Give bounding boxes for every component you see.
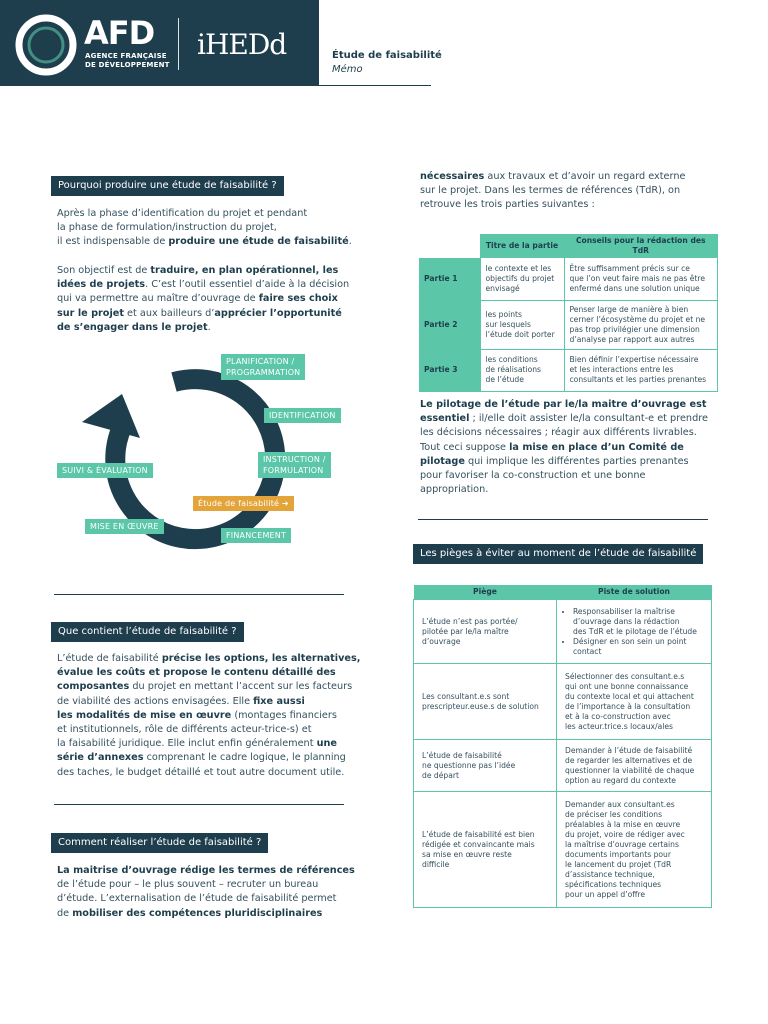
section-heading-contient: Que contient l’étude de faisabilité ? xyxy=(51,622,244,642)
table-header-trap: Piège xyxy=(414,585,557,600)
table-row xyxy=(414,792,712,908)
table-cell-advice: Bien définir l’expertise nécessaire et les interactions entre les consultants et les parties prenantes xyxy=(564,349,718,391)
header-band xyxy=(0,0,319,86)
table-row xyxy=(414,600,712,664)
pitfalls-table xyxy=(413,585,712,908)
pilotage-paragraph: Le pilotage de l’étude par le/la maitre d’ouvrage est essentiel ; il/elle doit assister le/la consultant-e et prendre les décisions nécessaires ; réagir aux différents livrables. Tout ceci suppose la mise en place d’un Comité de pilotage qui implique les différentes parties prenantes pour favoriser la co-construction et une bonne appropriation. xyxy=(420,399,708,496)
pourquoi-paragraph-1: Après la phase d’identification du projet et pendant la phase de formulation/instruction du projet, il est indispensable de produire une étude de faisabilité. xyxy=(57,208,352,248)
afd-logo-subtitle: AGENCE FRANÇAISE DE DÉVELOPPEMENT xyxy=(85,52,170,69)
table-cell-trap: L’étude de faisabilité ne questionne pas l’idée de départ xyxy=(414,740,557,792)
cycle-stage-identification: IDENTIFICATION xyxy=(264,408,341,423)
table-cell-part: Partie 3 xyxy=(419,349,480,391)
table-header-advice: Conseils pour la rédaction des TdR xyxy=(564,234,718,258)
table-cell-solution: Demander à l’étude de faisabilité de regarder les alternatives et de questionner la viabilité de chaque option au regard du contexte xyxy=(557,740,712,792)
table-row xyxy=(419,300,718,349)
table-cell-solution xyxy=(557,600,712,664)
cycle-stage-suivi: SUIVI & ÉVALUATION xyxy=(57,463,153,478)
afd-logo-ring-icon xyxy=(14,13,78,77)
table-cell-title: le contexte et les objectifs du projet envisagé xyxy=(480,258,564,300)
table-cell-trap: Les consultant.e.s sont prescripteur.euse.s de solution xyxy=(414,664,557,740)
comment-paragraph: La maitrise d’ouvrage rédige les termes de références de l’étude pour – le plus souvent – recruter un bureau d’étude. L’externalisation de l’étude de faisabilité permet de mobiliser des compétences pluridisciplinaires xyxy=(57,865,355,919)
contient-paragraph: L’étude de faisabilité précise les options, les alternatives, évalue les coûts et propose le contenu détaillé des composantes du projet en mettant l’accent sur les facteurs de viabilité des actions envisagées. Elle fixe aussi les modalités de mise en œuvre (montages financiers et institutionnels, rôle de différents acteur-trice-s) et la faisabilité juridique. Elle inclut enfin généralement une série d’annexes comprenant le cadre logique, le planning des taches, le budget détaillé et tout autre document utile. xyxy=(57,653,361,778)
header-rule xyxy=(319,85,431,86)
table-cell-trap: L’étude n’est pas portée/ pilotée par le/la maître d’ouvrage xyxy=(414,600,557,664)
table-cell-part: Partie 2 xyxy=(419,300,480,349)
table-row xyxy=(419,258,718,300)
list-item: • Responsabiliser la maîtrise d’ouvrage dans la rédaction des TdR et le pilotage de l’étude xyxy=(573,607,703,637)
document-title: Étude de faisabilité xyxy=(332,50,442,61)
section-heading-pourquoi: Pourquoi produire une étude de faisabilité ? xyxy=(51,176,284,196)
table-header-solution: Piste de solution xyxy=(557,585,712,600)
cycle-stage-mise-en-oeuvre: MISE EN ŒUVRE xyxy=(85,519,164,534)
table-cell-solution: Demander aux consultant.es de préciser les conditions préalables à la mise en œuvre du projet, voire de rédiger avec la maîtrise d’ouvrage certains documents importants pour le lancement du projet (TdR d’assistance technique, spécifications techniques pour un appel d’offre xyxy=(557,792,712,908)
section-divider xyxy=(54,804,344,805)
cycle-stage-planification: PLANIFICATION / PROGRAMMATION xyxy=(221,354,305,380)
table-cell-advice: Penser large de manière à bien cerner l’écosystème du projet et ne pas trop privilégier une dimension d’analyse par rapport aux autres xyxy=(564,300,718,349)
table-header-empty xyxy=(419,234,480,258)
table-row xyxy=(414,740,712,792)
list-item: • Désigner en son sein un point contact xyxy=(573,637,703,657)
cycle-stage-instruction: INSTRUCTION / FORMULATION xyxy=(258,452,331,478)
tdr-parts-table xyxy=(419,234,718,392)
table-cell-solution: Sélectionner des consultant.e.s qui ont une bonne connaissance du contexte local et qui attachent de l’importance à la consultation et à la co-construction avec les acteur.trice.s locaux/ales xyxy=(557,664,712,740)
table-cell-advice: Être suffisamment précis sur ce que l’on veut faire mais ne pas être enfermé dans une solution unique xyxy=(564,258,718,300)
table-cell-title: les conditions de réalisations de l’étude xyxy=(480,349,564,391)
arrow-right-icon: ➔ xyxy=(281,499,289,508)
tdr-intro-paragraph: nécessaires aux travaux et d’avoir un regard externe sur le projet. Dans les termes de références (TdR), on retrouve les trois parties suivantes : xyxy=(420,171,686,211)
table-cell-title: les points sur lesquels l’étude doit porter xyxy=(480,300,564,349)
table-row xyxy=(414,664,712,740)
table-header-title: Titre de la partie xyxy=(480,234,564,258)
table-header-row xyxy=(414,585,712,600)
section-divider xyxy=(418,519,708,520)
afd-logo-text: AFD xyxy=(84,14,155,52)
table-row xyxy=(419,349,718,391)
cycle-stage-financement: FINANCEMENT xyxy=(221,528,291,543)
project-cycle-diagram xyxy=(52,350,352,550)
section-divider xyxy=(54,594,344,595)
table-cell-part: Partie 1 xyxy=(419,258,480,300)
document-subtitle: Mémo xyxy=(332,64,363,75)
section-heading-comment: Comment réaliser l’étude de faisabilité ? xyxy=(51,833,268,853)
pourquoi-paragraph-2: Son objectif est de traduire, en plan opérationnel, les idées de projets. C’est l’outil essentiel d’aide à la décision qui va permettre au maître d’ouvrage de faire ses choix sur le projet et aux bailleurs d’apprécier l’opportunité de s’engager dans le projet. xyxy=(57,265,350,333)
section-heading-pieges: Les pièges à éviter au moment de l’étude de faisabilité xyxy=(413,544,703,564)
table-header-row xyxy=(419,234,718,258)
table-cell-trap: L’étude de faisabilité est bien rédigée et convaincante mais sa mise en œuvre reste difficile xyxy=(414,792,557,908)
header-divider xyxy=(178,18,179,70)
cycle-stage-etude-highlight: Étude de faisabilité ➔ xyxy=(193,496,294,511)
ihedd-logo: iHEDd xyxy=(197,28,287,61)
